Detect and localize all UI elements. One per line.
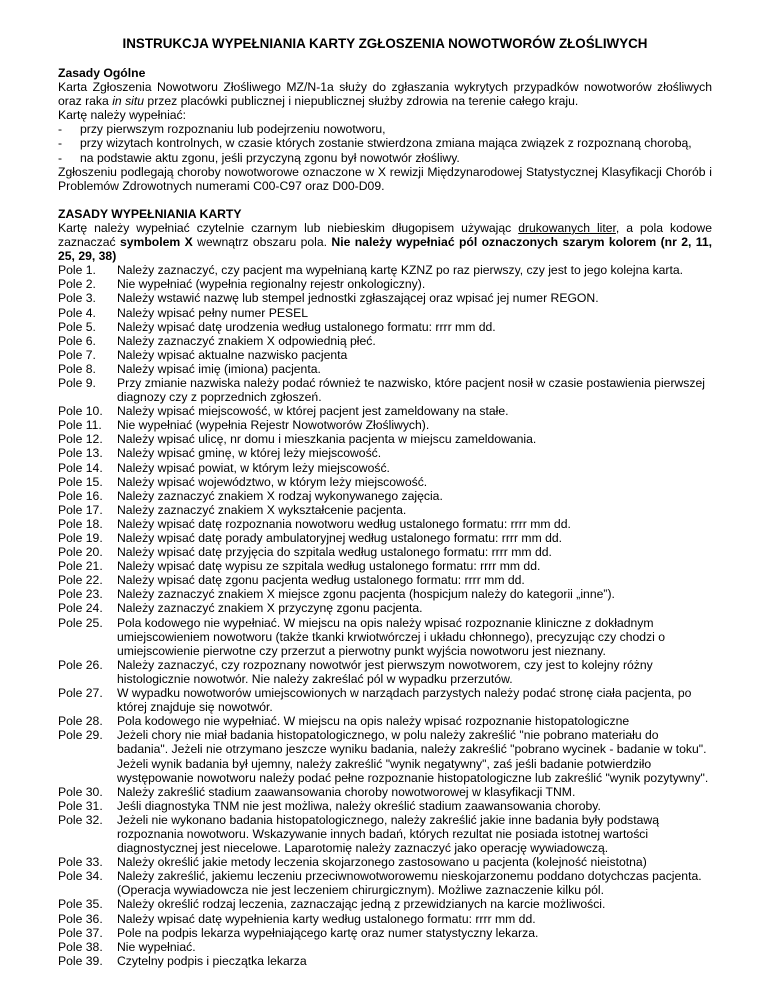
field-text: Nie wypełniać (wypełnia regionalny rejestr onkologiczny). xyxy=(117,277,426,292)
general-must-fill: Kartę należy wypełniać: xyxy=(58,108,187,123)
field-row xyxy=(58,954,712,968)
field-row xyxy=(58,263,712,277)
field-row xyxy=(58,461,712,475)
field-row xyxy=(58,348,712,362)
field-label: Pole 22. xyxy=(58,573,103,588)
general-heading: Zasady Ogólne xyxy=(58,66,146,80)
field-label: Pole 38. xyxy=(58,939,103,954)
field-label: Pole 21. xyxy=(58,559,103,574)
field-row xyxy=(58,714,712,728)
field-text: Należy zaznaczyć znakiem X miejsce zgonu pacjenta (hospicjum należy do kategorii „inne”). xyxy=(117,587,615,602)
field-label: Pole 4. xyxy=(58,305,96,320)
field-row xyxy=(58,912,712,926)
rules-heading: ZASADY WYPEŁNIANIA KARTY xyxy=(58,206,242,221)
field-label: Pole 6. xyxy=(58,333,96,348)
field-text: Pole na podpis lekarza wypełniającego kartę oraz numer statystyczny lekarza. xyxy=(117,925,539,940)
field-row xyxy=(58,531,712,545)
field-text: Należy określić jakie metody leczenia skojarzonego zastosowano u pacjenta (kolejność nieistotna) xyxy=(117,855,647,870)
field-label: Pole 17. xyxy=(58,502,103,517)
field-row xyxy=(58,277,712,291)
field-text: Należy wpisać aktualne nazwisko pacjenta xyxy=(117,347,348,362)
field-label: Pole 31. xyxy=(58,798,103,813)
field-text: Przy zmianie nazwiska należy podać również te nazwisko, które pacjent nosił w czasie postawienia pierwszej diagnozy czy z poprzednich zgłoszeń. xyxy=(117,375,705,405)
field-text: Należy wpisać ulicę, nr domu i mieszkania pacjenta w miejscu zameldowania. xyxy=(117,432,537,447)
field-label: Pole 39. xyxy=(58,953,103,968)
field-text: Pola kodowego nie wypełniać. W miejscu na opis należy wpisać rozpoznanie histopatologiczne xyxy=(117,714,630,729)
field-row xyxy=(58,559,712,573)
field-label: Pole 5. xyxy=(58,319,96,334)
field-label: Pole 26. xyxy=(58,657,103,672)
field-text: Należy wpisać datę przyjęcia do szpitala według ustalonego formatu: rrrr mm dd. xyxy=(117,545,552,560)
field-label: Pole 27. xyxy=(58,686,103,701)
field-row xyxy=(58,291,712,305)
field-label: Pole 33. xyxy=(58,855,103,870)
field-row xyxy=(58,446,712,460)
field-text: Należy zaznaczyć znakiem X rodzaj wykonywanego zajęcia. xyxy=(117,488,443,503)
field-label: Pole 25. xyxy=(58,615,103,630)
field-row xyxy=(58,334,712,348)
field-row xyxy=(58,545,712,559)
field-text: Należy zaznaczyć, czy rozpoznany nowotwór jest pierwszym nowotworem, czy jest to kolejny różny histologicznie nowotwór. Nie należy zakreślać pól w wypadku przerzutów. xyxy=(117,657,653,686)
field-text: Należy wpisać imię (imiona) pacjenta. xyxy=(117,361,321,376)
field-row xyxy=(58,855,712,869)
field-label: Pole 13. xyxy=(58,446,103,461)
field-row xyxy=(58,728,712,784)
field-text: Należy wpisać datę zgonu pacjenta według ustalonego formatu: rrrr mm dd. xyxy=(117,573,525,588)
field-label: Pole 36. xyxy=(58,911,103,926)
field-text: Czytelny podpis i pieczątka lekarza xyxy=(117,953,307,968)
field-row xyxy=(58,418,712,432)
field-row xyxy=(58,799,712,813)
field-row xyxy=(58,503,712,517)
bullet-item: - na podstawie aktu zgonu, jeśli przyczyną zgonu był nowotwór złośliwy. xyxy=(58,150,460,165)
field-row xyxy=(58,813,712,855)
field-label: Pole 7. xyxy=(58,347,96,362)
general-intro: Karta Zgłoszenia Nowotworu Złośliwego MZ/N-1a służy do zgłaszania wykrytych przypadków nowotworów złośliwych oraz raka in situ przez placówki publicznej i niepublicznej służby zdrowia na terenie całego kraju. xyxy=(58,80,712,109)
rules-paragraph: Kartę należy wypełniać czytelnie czarnym lub niebieskim długopisem używając drukowanych liter, a pola kodowe zaznaczać symbolem X wewnątrz obszaru pola. Nie należy wypełniać pól oznaczonych szarym kolorem (nr 2, 11, 25, 29, 38) xyxy=(58,220,712,264)
field-text: Należy zaznaczyć, czy pacjent ma wypełnianą kartę KZNZ po raz pierwszy, czy jest to jego kolejna karta. xyxy=(117,263,684,278)
field-label: Pole 1. xyxy=(58,263,96,278)
field-text: Należy wpisać pełny numer PESEL xyxy=(117,305,309,320)
field-label: Pole 12. xyxy=(58,432,103,447)
field-label: Pole 16. xyxy=(58,488,103,503)
field-label: Pole 15. xyxy=(58,474,103,489)
field-label: Pole 3. xyxy=(58,291,96,306)
field-label: Pole 9. xyxy=(58,375,96,390)
field-label: Pole 35. xyxy=(58,897,103,912)
field-row xyxy=(58,320,712,334)
field-label: Pole 34. xyxy=(58,869,103,884)
field-label: Pole 24. xyxy=(58,601,103,616)
field-label: Pole 14. xyxy=(58,460,103,475)
field-row xyxy=(58,306,712,320)
field-label: Pole 32. xyxy=(58,812,103,827)
field-row xyxy=(58,601,712,615)
bullet-item: - przy wizytach kontrolnych, w czasie których zostanie stwierdzona zmiana mająca związek z rozpoznaną chorobą, xyxy=(58,136,692,151)
field-text: Należy określić rodzaj leczenia, zaznaczając jedną z przewidzianych na karcie możliwości. xyxy=(117,897,606,912)
field-text: Należy wpisać powiat, w którym leży miejscowość. xyxy=(117,460,390,475)
field-row xyxy=(58,686,712,714)
field-label: Pole 19. xyxy=(58,531,103,545)
field-label: Pole 37. xyxy=(58,925,103,940)
field-text: Jeżeli chory nie miał badania histopatologicznego, w polu należy zakreślić "nie pobrano materiału do badania". Jeżeli nie otrzymano jeszcze wyniku badania, należy zakreślić "pobrano wycinek - badanie w toku". Jeżeli wynik badania był ujemny, należy zakreślić "wynik negatywny", zaś jeśli badanie potwierdziło występowanie nowotworu należy podać pełne rozpoznanie histopatologiczne lub zakreślić "wynik pozytywny". xyxy=(117,728,709,785)
field-label: Pole 10. xyxy=(58,404,103,419)
fields-list xyxy=(58,263,712,968)
field-label: Pole 30. xyxy=(58,784,103,799)
field-text: Nie wypełniać. xyxy=(117,939,196,954)
field-text: Należy wpisać datę wypełnienia karty według ustalonego formatu: rrrr mm dd. xyxy=(117,911,536,926)
field-row xyxy=(58,869,712,897)
field-row xyxy=(58,376,712,404)
field-text: Nie wypełniać (wypełnia Rejestr Nowotworów Złośliwych). xyxy=(117,418,430,433)
field-row xyxy=(58,897,712,911)
field-text: Należy wpisać miejscowość, w której pacjent jest zameldowany na stałe. xyxy=(117,404,509,419)
field-label: Pole 23. xyxy=(58,587,103,602)
field-label: Pole 29. xyxy=(58,728,103,743)
field-row xyxy=(58,587,712,601)
field-text: Jeżeli nie wykonano badania histopatologicznego, należy zakreślić jakie inne badania były podstawą rozpoznania nowotworu. Wskazywanie innych badań, których rezultat nie posiada istotnej wartości diagnostycznej jest niecelowe. Laparotomię należy zaznaczyć jako operację wywiadowczą. xyxy=(117,812,660,856)
field-text: Należy zaznaczyć znakiem X przyczynę zgonu pacjenta. xyxy=(117,601,423,616)
field-label: Pole 20. xyxy=(58,545,103,560)
field-row xyxy=(58,489,712,503)
field-row xyxy=(58,517,712,531)
field-row xyxy=(58,658,712,686)
field-text: W wypadku nowotworów umiejscowionych w narządach parzystych należy podać stronę ciała pacjenta, po której znajduje się nowotwór. xyxy=(117,686,692,715)
field-row xyxy=(58,785,712,799)
field-label: Pole 2. xyxy=(58,277,96,292)
field-row xyxy=(58,616,712,658)
field-text: Należy zaznaczyć znakiem X wykształcenie pacjenta. xyxy=(117,502,407,517)
field-row xyxy=(58,573,712,587)
field-label: Pole 8. xyxy=(58,361,96,376)
field-label: Pole 18. xyxy=(58,516,103,531)
field-text: Należy wstawić nazwę lub stempel jednostki zgłaszającej oraz wpisać jej numer REGON. xyxy=(117,291,599,306)
field-text: Należy wpisać datę urodzenia według ustalonego formatu: rrrr mm dd. xyxy=(117,319,496,334)
field-text: Należy zakreślić, jakiemu leczeniu przeciwnowotworowemu nieskojarzonemu poddano dotychczas pacjenta. (Operacja wywiadowcza nie jest leczeniem chirurgicznym). Możliwe zaznaczenie kilku pól. xyxy=(117,869,702,898)
field-text: Należy wpisać województwo, w którym leży miejscowość. xyxy=(117,474,428,489)
field-text: Należy wpisać datę porady ambulatoryjnej według ustalonego formatu: rrrr mm dd. xyxy=(117,531,563,545)
field-row xyxy=(58,404,712,418)
bullet-item: - przy pierwszym rozpoznaniu lub podejrzeniu nowotworu, xyxy=(58,122,386,137)
field-label: Pole 28. xyxy=(58,714,103,729)
field-text: Należy wpisać gminę, w której leży miejscowość. xyxy=(117,446,382,461)
field-row xyxy=(58,362,712,376)
general-outro: Zgłoszeniu podlegają choroby nowotworowe oznaczone w X rewizji Międzynarodowej Statystycznej Klasyfikacji Chorób i Problemów Zdrowotnych numerami C00-C97 oraz D00-D09. xyxy=(58,164,712,193)
field-row xyxy=(58,475,712,489)
field-text: Należy wpisać datę wypisu ze szpitala według ustalonego formatu: rrrr mm dd. xyxy=(117,559,541,574)
field-text: Należy zaznaczyć znakiem X odpowiednią płeć. xyxy=(117,333,376,348)
field-text: Jeśli diagnostyka TNM nie jest możliwa, należy określić stadium zaawansowania choroby. xyxy=(117,798,601,813)
field-text: Pola kodowego nie wypełniać. W miejscu na opis należy wpisać rozpoznanie kliniczne z dokładnym umiejscowieniem nowotworu (także tkanki krwiotwórczej i układu chłonnego), precyzując czy chodzi o umiejscowienie pierwotne czy przerzut a pierwotny punkt wyjścia nowotworu jest nieznany. xyxy=(117,615,665,658)
field-text: Należy wpisać datę rozpoznania nowotworu według ustalonego formatu: rrrr mm dd. xyxy=(117,516,571,531)
field-row xyxy=(58,926,712,940)
document-title: INSTRUKCJA WYPEŁNIANIA KARTY ZGŁOSZENIA NOWOTWORÓW ZŁOŚLIWYCH xyxy=(122,36,648,51)
field-label: Pole 11. xyxy=(58,418,102,433)
field-text: Należy zakreślić stadium zaawansowania choroby nowotworowej w klasyfikacji TNM. xyxy=(117,784,576,799)
field-row xyxy=(58,940,712,954)
field-row xyxy=(58,432,712,446)
